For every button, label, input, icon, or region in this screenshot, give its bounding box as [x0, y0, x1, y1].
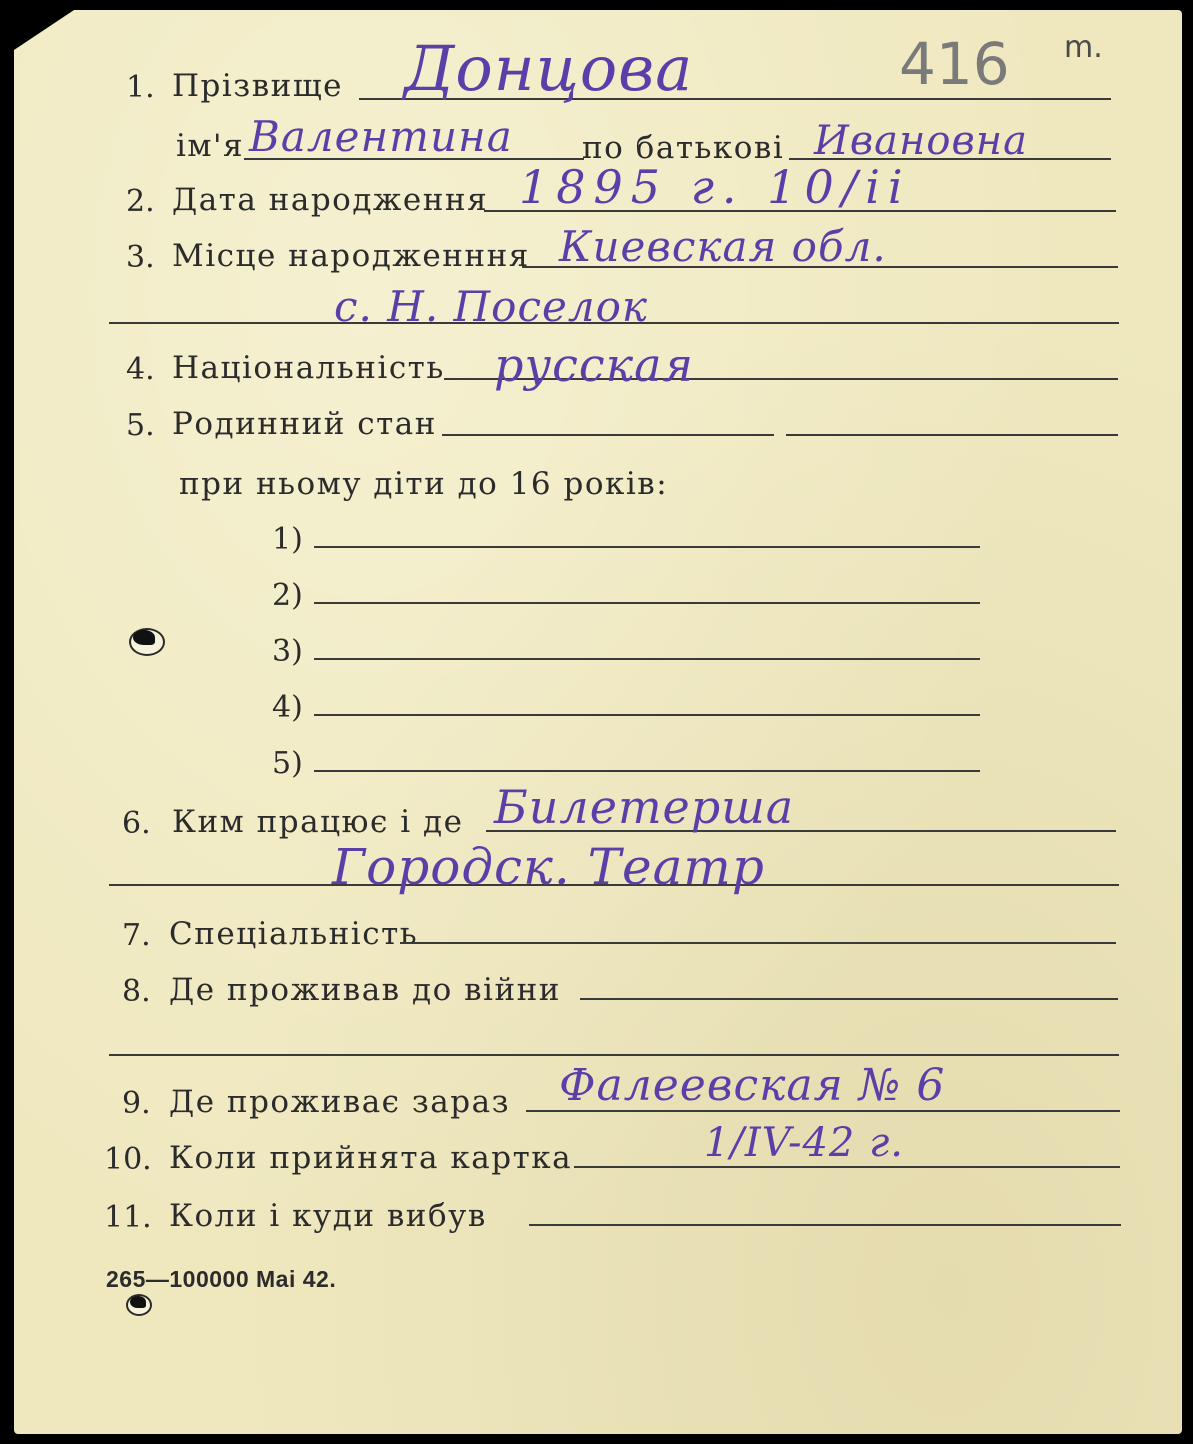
birth-place-value: Киевская обл.: [559, 222, 887, 271]
field-8-number: 8.: [122, 974, 151, 1009]
torn-corner: [14, 10, 74, 50]
prewar-residence-line-2: [109, 1054, 1119, 1056]
field-5-number: 5.: [126, 408, 155, 443]
child-1-number: 1): [272, 522, 303, 557]
family-status-line-1: [442, 434, 774, 436]
field-11-number: 11.: [104, 1200, 152, 1235]
specialty-line: [400, 942, 1116, 944]
field-2-number: 2.: [126, 184, 155, 219]
surname-label: Прізвище: [172, 68, 343, 104]
child-3-number: 3): [272, 634, 303, 669]
patronymic-label: по батькові: [582, 130, 785, 166]
work-value-2: Городск. Театр: [332, 838, 765, 896]
child-2-line: [314, 602, 980, 604]
work-label: Ким працює і де: [172, 804, 464, 840]
registration-number: 416: [899, 30, 1010, 98]
birth-place-label: Місце народженння: [172, 238, 530, 274]
card-accepted-line: [574, 1166, 1120, 1168]
nationality-value: русская: [494, 338, 695, 392]
child-3-line: [314, 658, 980, 660]
child-4-number: 4): [272, 690, 303, 725]
patronymic-value: Ивановна: [814, 118, 1028, 164]
card-accepted-value: 1/IV-42 г.: [704, 1120, 904, 1166]
child-5-number: 5): [272, 746, 303, 781]
nationality-label: Національність: [172, 350, 445, 386]
specialty-label: Спеціальність: [169, 916, 419, 952]
field-10-number: 10.: [104, 1142, 152, 1177]
punch-hole-2: [126, 1294, 152, 1316]
field-1-number: 1.: [126, 70, 155, 105]
birth-date-label: Дата народження: [172, 182, 489, 218]
prewar-residence-label: Де проживав до війни: [169, 972, 561, 1008]
child-5-line: [314, 770, 980, 772]
current-residence-label: Де проживає зараз: [169, 1084, 511, 1120]
child-2-number: 2): [272, 578, 303, 613]
departed-line: [529, 1224, 1121, 1226]
registration-card: [14, 10, 1182, 1434]
child-1-line: [314, 546, 980, 548]
card-accepted-label: Коли прийнята картка: [169, 1140, 573, 1176]
name-value: Валентина: [249, 112, 513, 161]
field-4-number: 4.: [126, 352, 155, 387]
field-6-number: 6.: [122, 806, 151, 841]
family-status-line-2: [786, 434, 1118, 436]
current-residence-value: Фалеевская № 6: [559, 1060, 946, 1111]
work-value: Билетерша: [494, 780, 795, 834]
surname-value: Донцова: [404, 32, 694, 105]
child-4-line: [314, 714, 980, 716]
departed-label: Коли і куди вибув: [169, 1198, 487, 1234]
children-label: при ньому діти до 16 років:: [179, 466, 669, 502]
birth-date-value: 1895 г. 10/ii: [519, 160, 911, 214]
birth-place-value-2: с. Н. Поселок: [334, 282, 648, 331]
name-label: ім'я: [176, 128, 245, 164]
printer-imprint: 265—100000 Mai 42.: [106, 1266, 337, 1292]
punch-hole: [129, 628, 165, 656]
registration-number-suffix: m.: [1064, 30, 1103, 65]
family-status-label: Родинний стан: [172, 406, 437, 442]
field-9-number: 9.: [122, 1086, 151, 1121]
field-7-number: 7.: [122, 918, 151, 953]
prewar-residence-line: [580, 998, 1118, 1000]
field-3-number: 3.: [126, 240, 155, 275]
